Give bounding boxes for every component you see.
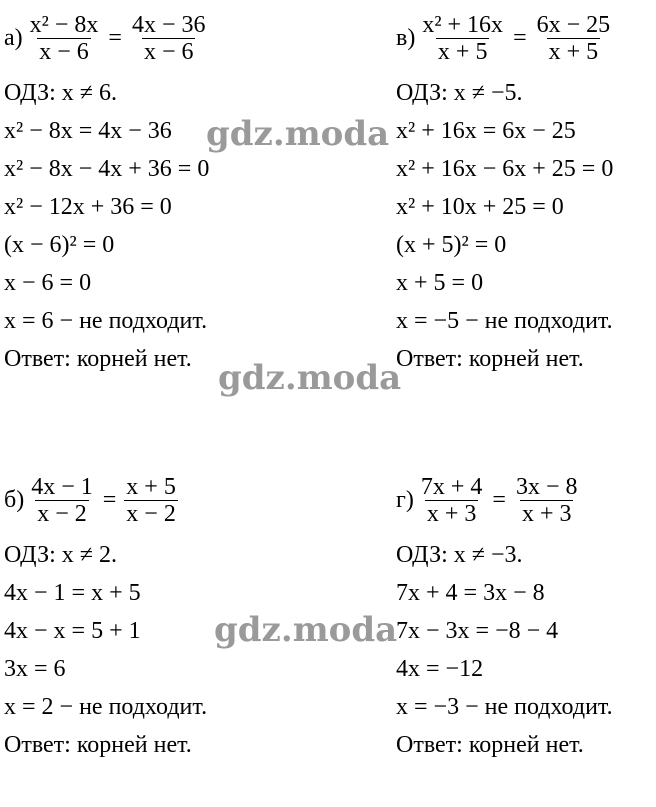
answer: Ответ: корней нет. [4, 346, 192, 372]
answer: Ответ: корней нет. [396, 732, 584, 758]
step: x² − 8x − 4x + 36 = 0 [4, 156, 210, 182]
numerator: x + 5 [126, 473, 176, 500]
denominator: x − 2 [126, 500, 176, 527]
answer: Ответ: корней нет. [396, 346, 584, 372]
denominator: x + 5 [437, 38, 488, 65]
step: 3x = 6 [4, 656, 66, 682]
step: x = −5 − не подходит. [396, 308, 613, 334]
denominator: x + 5 [548, 38, 599, 65]
step: x = 2 − не подходит. [4, 694, 208, 720]
step: x − 6 = 0 [4, 270, 92, 296]
problem-label: г) [396, 486, 414, 513]
problem-v [396, 2, 614, 378]
denominator: x + 3 [521, 500, 572, 527]
problem-label: а) [4, 24, 23, 51]
lhs-fraction [420, 12, 505, 65]
step: 4x − x = 5 + 1 [4, 618, 141, 644]
problem-g [396, 464, 613, 764]
watermark: gdz.moda [206, 114, 390, 154]
equals-sign: = [513, 24, 527, 51]
denominator: x − 6 [143, 38, 194, 65]
step: (x + 5)² = 0 [396, 232, 507, 258]
step: x = 6 − не подходит. [4, 308, 208, 334]
answer: Ответ: корней нет. [4, 732, 192, 758]
lhs-fraction [28, 12, 101, 65]
denominator: x − 2 [37, 500, 87, 527]
equals-sign: = [108, 24, 122, 51]
numerator: 3x − 8 [515, 473, 578, 500]
lhs-fraction [29, 474, 95, 527]
step: ОДЗ: x ≠ 6. [4, 80, 117, 106]
step: x² + 16x = 6x − 25 [396, 118, 576, 144]
rhs-fraction [535, 12, 613, 65]
denominator: x − 6 [39, 38, 89, 65]
problem-a [4, 2, 209, 378]
equation-a [4, 2, 209, 74]
numerator: 6x − 25 [536, 11, 611, 38]
problem-b [4, 464, 207, 764]
watermark: gdz.moda [214, 610, 398, 650]
watermark: gdz.moda [218, 358, 402, 398]
equation-v [396, 2, 614, 74]
step: ОДЗ: x ≠ 2. [4, 542, 117, 568]
step: 7x − 3x = −8 − 4 [396, 618, 559, 644]
equals-sign: = [102, 486, 117, 513]
step: x² + 10x + 25 = 0 [396, 194, 564, 220]
numerator: 4x − 36 [131, 11, 206, 38]
step: x² − 8x = 4x − 36 [4, 118, 172, 144]
lhs-fraction [419, 474, 485, 527]
step: x = −3 − не подходит. [396, 694, 613, 720]
problem-label: в) [396, 24, 416, 51]
step: ОДЗ: x ≠ −5. [396, 80, 523, 106]
numerator: 4x − 1 [31, 473, 93, 500]
rhs-fraction [514, 474, 580, 527]
step: ОДЗ: x ≠ −3. [396, 542, 523, 568]
numerator: 7x + 4 [420, 473, 483, 500]
numerator: x² − 8x [29, 11, 99, 38]
step: x² + 16x − 6x + 25 = 0 [396, 156, 614, 182]
denominator: x + 3 [426, 500, 477, 527]
step: 7x + 4 = 3x − 8 [396, 580, 545, 606]
equation-g [396, 464, 613, 536]
step: 4x = −12 [396, 656, 484, 682]
rhs-fraction [130, 12, 208, 65]
step: 4x − 1 = x + 5 [4, 580, 141, 606]
equals-sign: = [492, 486, 506, 513]
step: x + 5 = 0 [396, 270, 484, 296]
step: (x − 6)² = 0 [4, 232, 115, 258]
numerator: x² + 16x [422, 11, 504, 38]
rhs-fraction [124, 474, 178, 527]
problem-label: б) [4, 486, 25, 513]
step: x² − 12x + 36 = 0 [4, 194, 172, 220]
equation-b [4, 464, 207, 536]
